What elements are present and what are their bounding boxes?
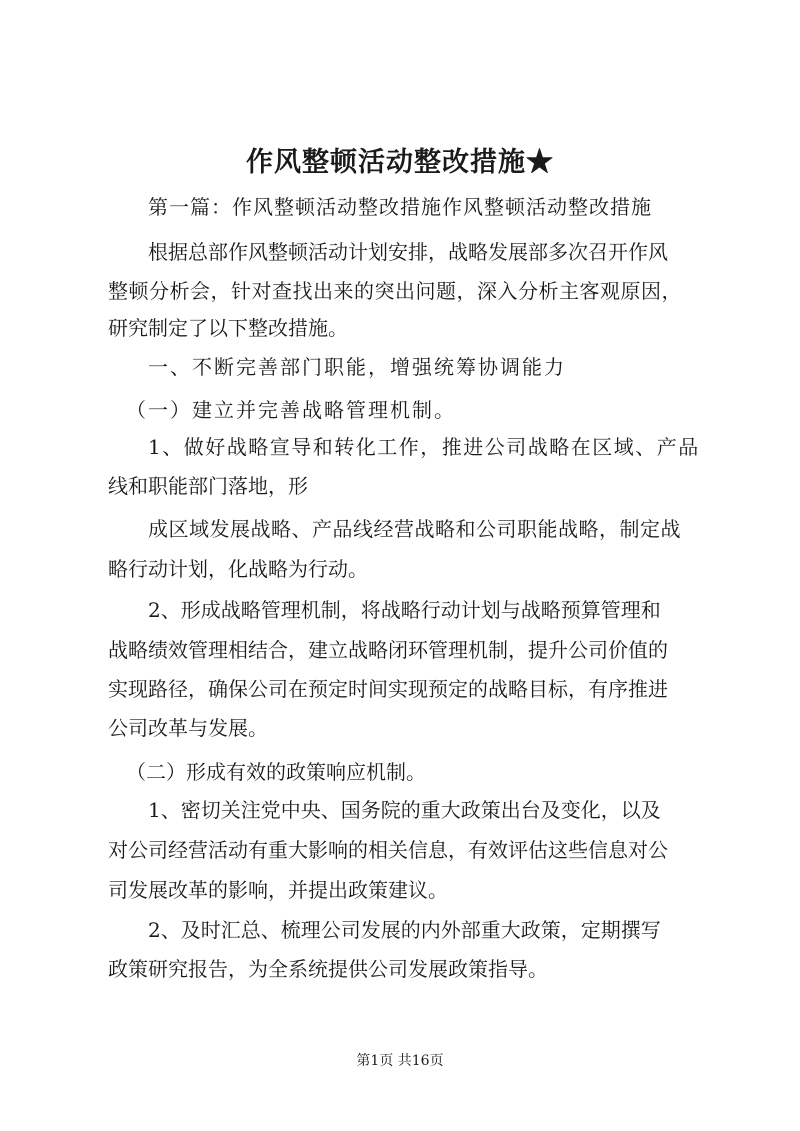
paragraph-line: 2、及时汇总、梳理公司发展的内外部重大政策，定期撰写 [148, 918, 661, 942]
paragraph-line: 1、密切关注党中央、国务院的重大政策出台及变化，以及 [148, 798, 661, 822]
paragraph-line: 政策研究报告，为全系统提供公司发展政策指导。 [108, 957, 548, 981]
paragraph-line: 2、形成战略管理机制，将战略行动计划与战略预算管理和 [148, 598, 661, 622]
paragraph-line: 略行动计划，化战略为行动。 [108, 557, 368, 581]
paragraph-line: 成区域发展战略、产品线经营战略和公司职能战略，制定战 [148, 517, 681, 541]
paragraph-line: 公司改革与发展。 [108, 716, 268, 740]
page-number-footer: 第1页 共16页 [356, 1053, 444, 1069]
paragraph-line: 战略绩效管理相结合，建立战略闭环管理机制，提升公司价值的 [108, 638, 668, 662]
subsection-heading: （二）形成有效的政策响应机制。 [126, 760, 426, 784]
page-title: 作风整顿活动整改措施★ [246, 147, 554, 178]
paragraph-line: 1、做好战略宣导和转化工作，推进公司战略在区域、产品 [148, 435, 700, 459]
paragraph-line: 实现路径，确保公司在预定时间实现预定的战略目标，有序推进 [108, 677, 668, 701]
paragraph-line: 研究制定了以下整改措施。 [108, 316, 348, 340]
paragraph-line: 司发展改革的影响，并提出政策建议。 [108, 878, 448, 902]
paragraph-line: 整顿分析会，针对查找出来的突出问题，深入分析主客观原因， [108, 279, 682, 303]
subsection-heading: （一）建立并完善战略管理机制。 [126, 398, 456, 422]
section-heading: 一、不断完善部门职能，增强统筹协调能力 [148, 355, 566, 379]
paragraph-line: 线和职能部门落地，形 [108, 474, 308, 498]
paragraph-line: 对公司经营活动有重大影响的相关信息，有效评估这些信息对公 [108, 838, 668, 862]
paragraph-line: 根据总部作风整顿活动计划安排，战略发展部多次召开作风 [148, 240, 668, 264]
chapter-heading: 第一篇：作风整顿活动整改措施作风整顿活动整改措施 [148, 195, 652, 219]
